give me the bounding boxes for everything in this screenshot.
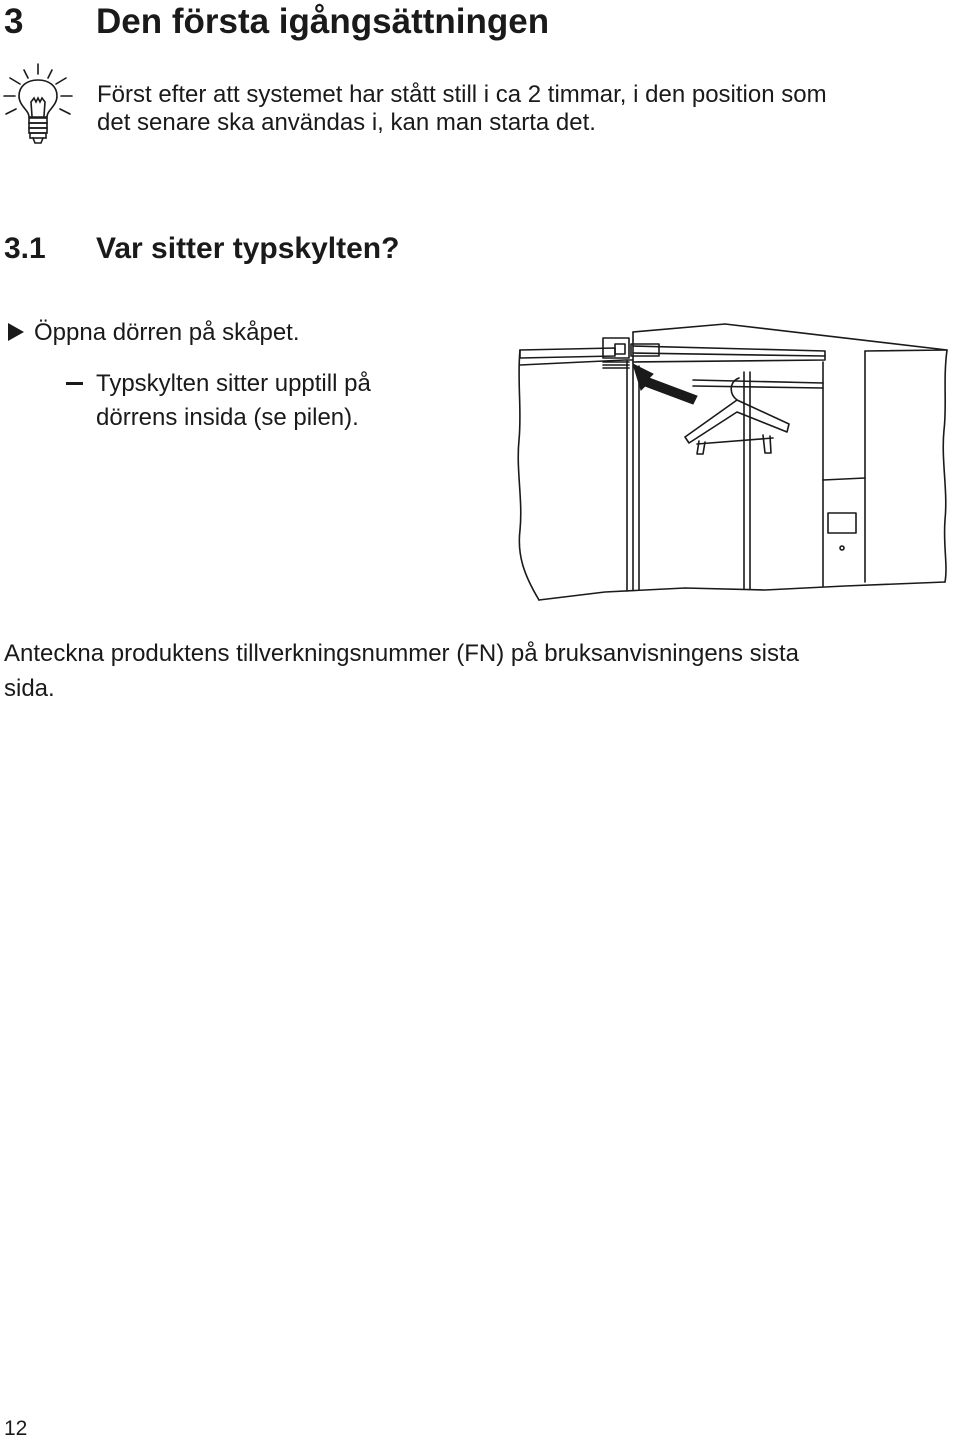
note-text (4, 636, 954, 706)
dash-bullet-icon (66, 382, 83, 385)
tip-text (97, 81, 957, 137)
section-number: 3.1 (4, 232, 46, 265)
step-text: Öppna dörren på skåpet. (34, 319, 300, 346)
chapter-number: 3 (4, 2, 24, 41)
cabinet-illustration (515, 320, 960, 606)
lightbulb-icon (0, 60, 76, 152)
page-number: 12 (4, 1417, 28, 1440)
triangle-bullet-icon (8, 323, 24, 341)
tip-line: Först efter att systemet har stått still i ca 2 timmar, i den position som (97, 81, 827, 108)
note-line: sida. (4, 675, 55, 702)
substep-line: dörrens insida (se pilen). (96, 404, 359, 431)
chapter-title: Den första igångsättningen (96, 2, 550, 41)
section-title: Var sitter typskylten? (96, 232, 400, 265)
note-line: Anteckna produktens tillverkningsnummer (FN) på bruksanvisningens sista (4, 640, 800, 667)
substep-text (96, 367, 371, 435)
step-item (8, 318, 300, 348)
substep-line: Typskylten sitter upptill på (96, 370, 371, 397)
tip-line: det senare ska användas i, kan man starta det. (97, 109, 596, 136)
